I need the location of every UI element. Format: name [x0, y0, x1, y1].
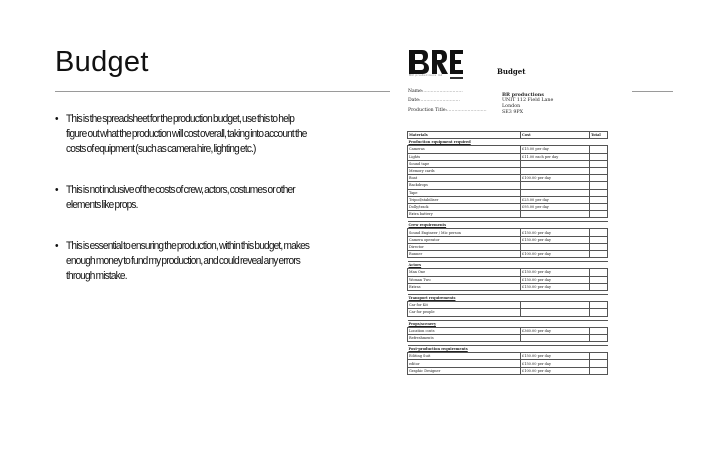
- column-header: Cost: [521, 132, 590, 139]
- title-divider: [55, 91, 390, 92]
- table-row: [408, 229, 608, 236]
- cost-cell: £95.00 per day: [521, 203, 590, 210]
- item-cell: Car for people: [408, 309, 521, 316]
- cost-cell: £150.00 per day: [521, 353, 590, 360]
- table-row: [408, 367, 608, 374]
- table-header-row: [408, 132, 608, 139]
- item-cell: Sound Engineer / Mic person: [408, 229, 521, 236]
- logo-subtext: BR productions ltd: [409, 73, 443, 77]
- table-row: [408, 236, 608, 243]
- section-header-row: [408, 320, 608, 327]
- total-cell: [590, 251, 608, 258]
- table-row: [408, 334, 608, 341]
- cost-cell: [521, 182, 590, 189]
- total-cell: [590, 269, 608, 276]
- total-cell: [590, 189, 608, 196]
- cost-cell: [521, 302, 590, 309]
- table-row: [408, 251, 608, 258]
- item-cell: Runner: [408, 251, 521, 258]
- document-title: Budget: [497, 67, 526, 76]
- cost-cell: £150.00 per day: [521, 236, 590, 243]
- cost-cell: £150.00 per day: [521, 360, 590, 367]
- budget-table: [407, 131, 608, 375]
- date-field: Date:...........................: [408, 98, 460, 103]
- total-cell: [590, 353, 608, 360]
- section-title: Transport requirements: [408, 294, 608, 301]
- table-row: [408, 175, 608, 182]
- total-cell: [590, 175, 608, 182]
- table-row: [408, 302, 608, 309]
- item-cell: Car for Kit: [408, 302, 521, 309]
- budget-document-image: [397, 40, 632, 445]
- section-header-row: [408, 222, 608, 229]
- table-row: [408, 146, 608, 153]
- section-title: Post-production requirements: [408, 346, 608, 353]
- section-header-row: [408, 139, 608, 146]
- total-cell: [590, 302, 608, 309]
- table-row: [408, 189, 608, 196]
- title-divider-right: [628, 91, 673, 92]
- production-title-field: Production Title:...........................: [408, 108, 487, 113]
- item-cell: Dolly/track: [408, 203, 521, 210]
- total-cell: [590, 334, 608, 341]
- cost-cell: [521, 334, 590, 341]
- cost-cell: £360.00 per day: [521, 327, 590, 334]
- table-row: [408, 309, 608, 316]
- section-title: Actors: [408, 262, 608, 269]
- table-row: [408, 203, 608, 210]
- cost-cell: [521, 189, 590, 196]
- total-cell: [590, 182, 608, 189]
- total-cell: [590, 196, 608, 203]
- table-row: [408, 353, 608, 360]
- item-cell: Graphic Designer: [408, 367, 521, 374]
- cost-cell: [521, 167, 590, 174]
- item-cell: Memory cards: [408, 167, 521, 174]
- total-cell: [590, 283, 608, 290]
- table-row: [408, 167, 608, 174]
- cost-cell: £150.00 per day: [521, 283, 590, 290]
- item-cell: Tape: [408, 189, 521, 196]
- item-cell: Director: [408, 243, 521, 250]
- total-cell: [590, 236, 608, 243]
- item-cell: Cameras: [408, 146, 521, 153]
- cost-cell: £100.00 per day: [521, 251, 590, 258]
- item-cell: Man One: [408, 269, 521, 276]
- cost-cell: £100.00 per day: [521, 175, 590, 182]
- bullet-list: [55, 112, 335, 284]
- item-cell: Sound tape: [408, 160, 521, 167]
- item-cell: Lights: [408, 153, 521, 160]
- item-cell: Extras: [408, 283, 521, 290]
- table-row: [408, 160, 608, 167]
- company-address: BR productions UNIT 112 Field Lane London SE3 9PX: [502, 92, 554, 115]
- table-row: [408, 283, 608, 290]
- cost-cell: £150.00 per day: [521, 276, 590, 283]
- section-header-row: [408, 346, 608, 353]
- table-row: [408, 196, 608, 203]
- cost-cell: [521, 309, 590, 316]
- total-cell: [590, 153, 608, 160]
- section-title: Props/scenery: [408, 320, 608, 327]
- item-cell: Location costs: [408, 327, 521, 334]
- cost-cell: £150.00 per day: [521, 229, 590, 236]
- item-cell: editor: [408, 360, 521, 367]
- cost-cell: £11.00 each per day: [521, 153, 590, 160]
- name-field: Name:...........................: [408, 89, 463, 94]
- table-row: [408, 243, 608, 250]
- total-cell: [590, 146, 608, 153]
- bullet-item: • This is not inclusive of the costs of crew, actors, costumes or other elements like props.: [55, 183, 313, 213]
- table-row: [408, 327, 608, 334]
- item-cell: Refreshments: [408, 334, 521, 341]
- table-row: [408, 182, 608, 189]
- section-header-row: [408, 262, 608, 269]
- section-title: Production equipment required: [408, 139, 608, 146]
- item-cell: Woman Two: [408, 276, 521, 283]
- cost-cell: £150.00 per day: [521, 269, 590, 276]
- bullet-item: • This is essential to ensuring the production, within this budget, makes enough money to fund my production, and could reveal any errors through mistake.: [55, 239, 313, 284]
- total-cell: [590, 360, 608, 367]
- column-header: Materials: [408, 132, 521, 139]
- total-cell: [590, 276, 608, 283]
- total-cell: [590, 243, 608, 250]
- slide-title: Budget: [55, 46, 149, 78]
- column-header: Total: [590, 132, 608, 139]
- total-cell: [590, 203, 608, 210]
- br-logo: [409, 50, 467, 84]
- cost-cell: £15.00 per day: [521, 146, 590, 153]
- table-row: [408, 276, 608, 283]
- table-row: [408, 269, 608, 276]
- item-cell: Backdrops: [408, 182, 521, 189]
- bullet-item: • This is the spreadsheet for the production budget, use this to help figure out what the production will cost overall, taking into account the costs of equipment (such as camera hire, lighting etc.): [55, 112, 313, 157]
- section-title: Crew requirements: [408, 222, 608, 229]
- total-cell: [590, 229, 608, 236]
- cost-cell: £100.00 per day: [521, 367, 590, 374]
- item-cell: Tripod/stabiliser: [408, 196, 521, 203]
- item-cell: Camera operator: [408, 236, 521, 243]
- table-row: [408, 360, 608, 367]
- total-cell: [590, 309, 608, 316]
- cost-cell: [521, 243, 590, 250]
- section-header-row: [408, 294, 608, 301]
- total-cell: [590, 167, 608, 174]
- total-cell: [590, 211, 608, 218]
- total-cell: [590, 367, 608, 374]
- total-cell: [590, 160, 608, 167]
- cost-cell: [521, 211, 590, 218]
- table-row: [408, 211, 608, 218]
- item-cell: Editing Suit: [408, 353, 521, 360]
- table-row: [408, 153, 608, 160]
- cost-cell: [521, 160, 590, 167]
- item-cell: Boat: [408, 175, 521, 182]
- item-cell: Extra battery: [408, 211, 521, 218]
- cost-cell: £25.00 per day: [521, 196, 590, 203]
- total-cell: [590, 327, 608, 334]
